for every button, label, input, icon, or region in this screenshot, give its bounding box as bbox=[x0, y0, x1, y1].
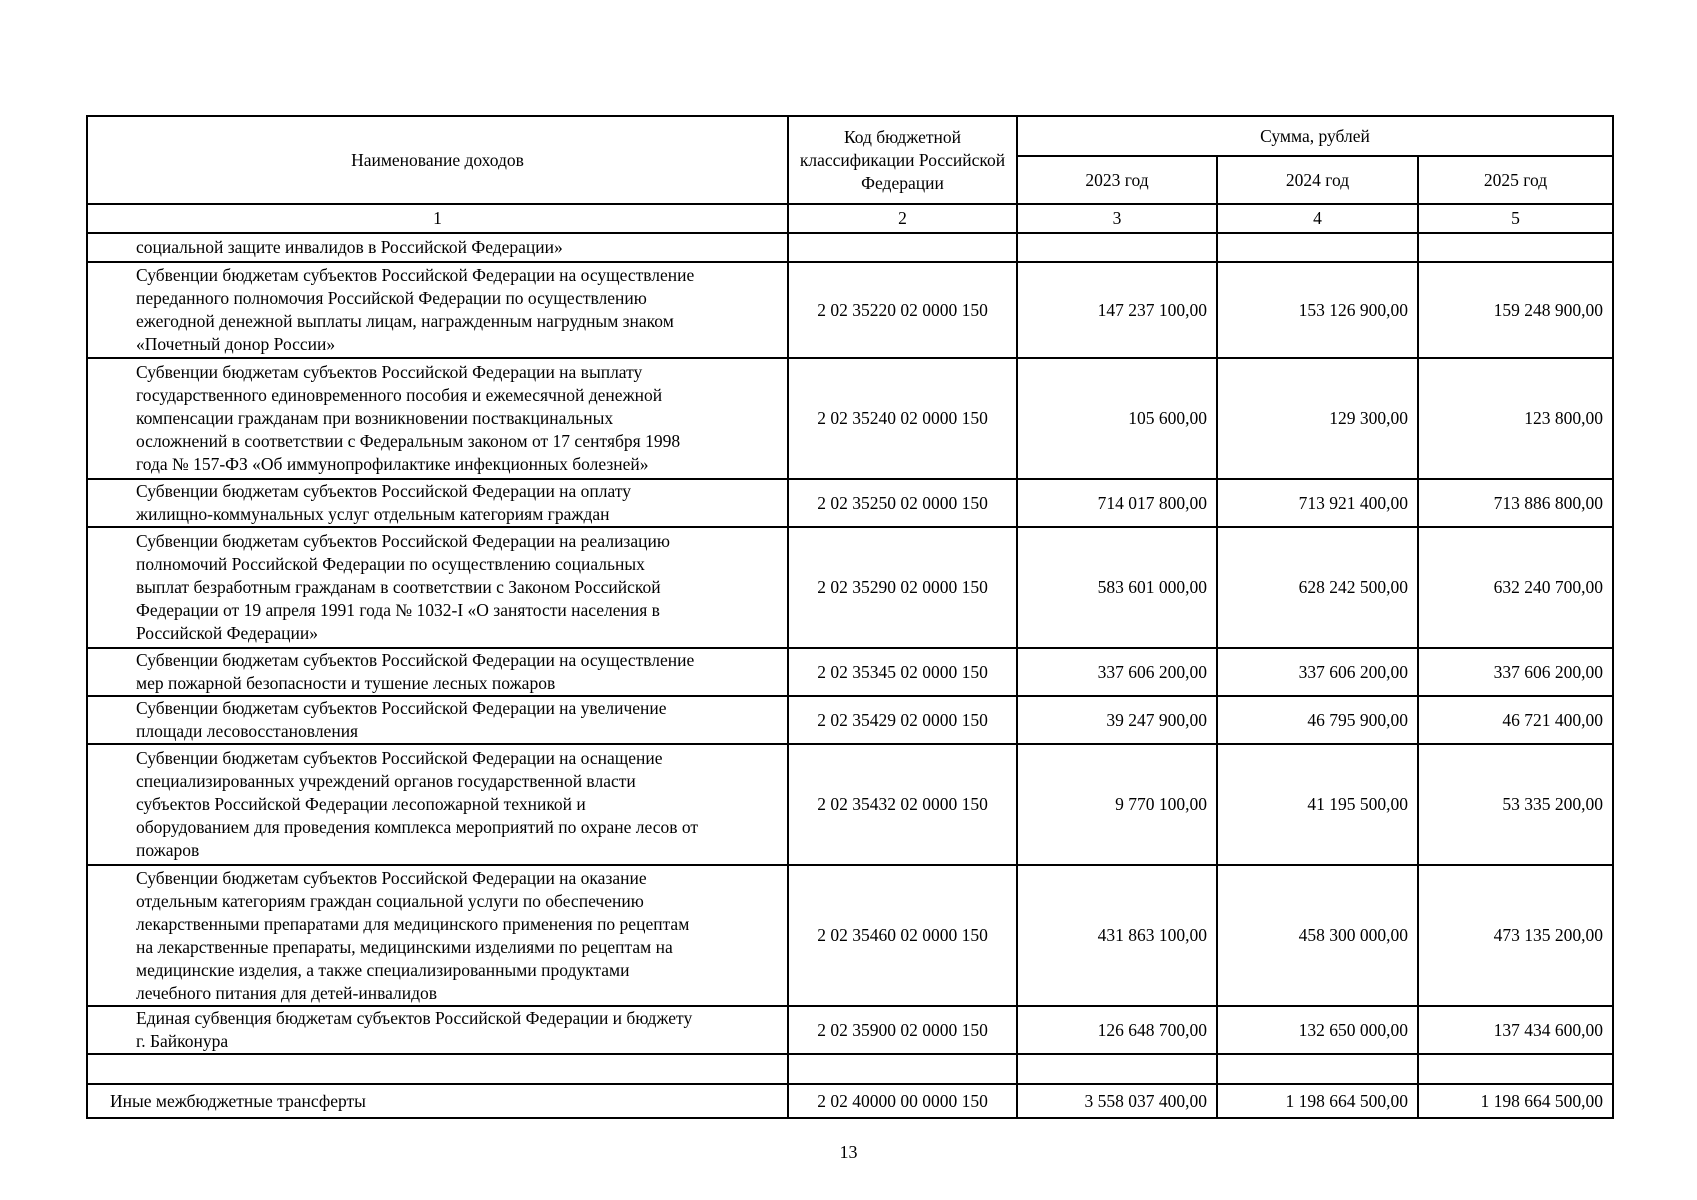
amount-2025-cell bbox=[1418, 233, 1613, 262]
budget-code-cell: 2 02 35240 02 0000 150 bbox=[788, 358, 1017, 479]
amount-2025-cell: 53 335 200,00 bbox=[1418, 744, 1613, 865]
table-row bbox=[87, 527, 1613, 648]
table-row bbox=[87, 1006, 1613, 1054]
revenue-name-line: выплат безработным гражданам в соответствии с Законом Российской bbox=[136, 577, 661, 597]
table-row bbox=[87, 233, 1613, 262]
budget-code-cell: 2 02 35250 02 0000 150 bbox=[788, 479, 1017, 527]
budget-code-cell: 2 02 35900 02 0000 150 bbox=[788, 1006, 1017, 1054]
column-number-3: 3 bbox=[1017, 204, 1217, 233]
revenue-name-line: осложнений в соответствии с Федеральным законом от 17 сентября 1998 bbox=[136, 431, 681, 451]
amount-2025-cell: 713 886 800,00 bbox=[1418, 479, 1613, 527]
revenue-name-line: государственного единовременного пособия и ежемесячной денежной bbox=[136, 385, 663, 405]
amount-2024-cell bbox=[1217, 1054, 1418, 1084]
budget-code-cell: 2 02 35432 02 0000 150 bbox=[788, 744, 1017, 865]
revenue-name-line: Субвенции бюджетам субъектов Российской Федерации на реализацию bbox=[136, 531, 670, 551]
amount-2023-cell: 337 606 200,00 bbox=[1017, 648, 1217, 696]
amount-2023-cell bbox=[1017, 1054, 1217, 1084]
revenue-name-line: оборудованием для проведения комплекса мероприятий по охране лесов от bbox=[136, 817, 699, 837]
amount-2024-cell: 153 126 900,00 bbox=[1217, 262, 1418, 358]
revenue-name-line: полномочий Российской Федерации по осуществлению социальных bbox=[136, 554, 645, 574]
revenue-name-line: жилищно-коммунальных услуг отдельным категориям граждан bbox=[136, 504, 610, 524]
revenue-name-line: Субвенции бюджетам субъектов Российской Федерации на выплату bbox=[136, 362, 643, 382]
budget-code-cell: 2 02 35290 02 0000 150 bbox=[788, 527, 1017, 648]
amount-2023-cell: 3 558 037 400,00 bbox=[1017, 1084, 1217, 1118]
amount-2023-cell: 126 648 700,00 bbox=[1017, 1006, 1217, 1054]
table-row bbox=[87, 479, 1613, 527]
revenue-table bbox=[86, 115, 1614, 1119]
amount-2024-cell: 1 198 664 500,00 bbox=[1217, 1084, 1418, 1118]
budget-code-cell: 2 02 35345 02 0000 150 bbox=[788, 648, 1017, 696]
revenue-name-cell bbox=[87, 1084, 788, 1118]
page-number: 13 bbox=[839, 1142, 858, 1162]
revenue-name-line: Субвенции бюджетам субъектов Российской Федерации на оказание bbox=[136, 867, 647, 888]
table-row bbox=[87, 648, 1613, 696]
budget-code-cell bbox=[788, 1054, 1017, 1084]
revenue-name-line: года № 157-ФЗ «Об иммунопрофилактике инфекционных болезней» bbox=[136, 454, 649, 474]
table-body bbox=[87, 233, 1613, 1118]
revenue-name-line: Единая субвенция бюджетам субъектов Российской Федерации и бюджету bbox=[136, 1008, 693, 1028]
amount-2024-cell: 713 921 400,00 bbox=[1217, 479, 1418, 527]
revenue-name-line: Иные межбюджетные трансферты bbox=[110, 1090, 366, 1111]
revenue-name-line: социальной защите инвалидов в Российской Федерации» bbox=[136, 237, 563, 257]
revenue-name-line: Российской Федерации» bbox=[136, 623, 319, 643]
column-number-1: 1 bbox=[87, 204, 788, 233]
amount-2023-cell: 714 017 800,00 bbox=[1017, 479, 1217, 527]
header-name: Наименование доходов bbox=[87, 116, 788, 204]
revenue-name-line: медицинские изделия, а также специализированными продуктами bbox=[136, 959, 630, 980]
revenue-name-line: пожаров bbox=[136, 840, 200, 860]
amount-2024-cell: 46 795 900,00 bbox=[1217, 696, 1418, 744]
revenue-name-cell bbox=[87, 865, 788, 1006]
revenue-name-line: мер пожарной безопасности и тушение лесных пожаров bbox=[136, 673, 556, 693]
revenue-name-line: компенсации гражданам при возникновении поствакцинальных bbox=[136, 408, 614, 428]
amount-2024-cell: 132 650 000,00 bbox=[1217, 1006, 1418, 1054]
table-row bbox=[87, 744, 1613, 865]
revenue-name-cell bbox=[87, 262, 788, 358]
revenue-name-line: Субвенции бюджетам субъектов Российской Федерации на оплату bbox=[136, 481, 632, 501]
table-row bbox=[87, 262, 1613, 358]
table-row bbox=[87, 696, 1613, 744]
amount-2025-cell: 46 721 400,00 bbox=[1418, 696, 1613, 744]
amount-2025-cell: 473 135 200,00 bbox=[1418, 865, 1613, 1006]
amount-2025-cell: 337 606 200,00 bbox=[1418, 648, 1613, 696]
amount-2024-cell: 41 195 500,00 bbox=[1217, 744, 1418, 865]
amount-2025-cell: 159 248 900,00 bbox=[1418, 262, 1613, 358]
amount-2023-cell: 39 247 900,00 bbox=[1017, 696, 1217, 744]
revenue-name-cell bbox=[87, 1054, 788, 1084]
amount-2025-cell: 137 434 600,00 bbox=[1418, 1006, 1613, 1054]
header-year-2024: 2024 год bbox=[1217, 156, 1418, 204]
revenue-name-line: отдельным категориям граждан социальной услуги по обеспечению bbox=[136, 890, 644, 911]
amount-2024-cell: 458 300 000,00 bbox=[1217, 865, 1418, 1006]
table-row bbox=[87, 865, 1613, 1006]
amount-2025-cell bbox=[1418, 1054, 1613, 1084]
revenue-name-cell bbox=[87, 744, 788, 865]
header-year-2025: 2025 год bbox=[1418, 156, 1613, 204]
revenue-name-line: лекарственными препаратами для медицинского применения по рецептам bbox=[136, 913, 690, 934]
revenue-name-line: лечебного питания для детей-инвалидов bbox=[136, 982, 438, 1003]
revenue-name-line: на лекарственные препараты, медицинскими изделиями по рецептам на bbox=[136, 936, 673, 957]
amount-2023-cell bbox=[1017, 233, 1217, 262]
budget-code-cell bbox=[788, 233, 1017, 262]
revenue-name-line: Субвенции бюджетам субъектов Российской Федерации на осуществление bbox=[136, 265, 695, 285]
revenue-name-cell bbox=[87, 527, 788, 648]
revenue-name-cell bbox=[87, 479, 788, 527]
amount-2024-cell: 628 242 500,00 bbox=[1217, 527, 1418, 648]
budget-code-cell: 2 02 35460 02 0000 150 bbox=[788, 865, 1017, 1006]
table-row bbox=[87, 1054, 1613, 1084]
revenue-name-line: специализированных учреждений органов государственной власти bbox=[136, 771, 636, 791]
revenue-name-cell bbox=[87, 1006, 788, 1054]
amount-2024-cell: 337 606 200,00 bbox=[1217, 648, 1418, 696]
amount-2025-cell: 123 800,00 bbox=[1418, 358, 1613, 479]
header-code: Код бюджетной классификации Российской Федерации bbox=[788, 116, 1017, 204]
table-row bbox=[87, 1084, 1613, 1118]
budget-code-cell: 2 02 35429 02 0000 150 bbox=[788, 696, 1017, 744]
header-year-2023: 2023 год bbox=[1017, 156, 1217, 204]
revenue-name-line: Федерации от 19 апреля 1991 года № 1032-I «О занятости населения в bbox=[136, 600, 660, 620]
revenue-name-line: «Почетный донор России» bbox=[136, 334, 336, 354]
budget-code-cell: 2 02 40000 00 0000 150 bbox=[788, 1084, 1017, 1118]
amount-2023-cell: 147 237 100,00 bbox=[1017, 262, 1217, 358]
budget-code-cell: 2 02 35220 02 0000 150 bbox=[788, 262, 1017, 358]
table-row bbox=[87, 358, 1613, 479]
revenue-table-sheet bbox=[86, 115, 1612, 1119]
revenue-name-line: г. Байконура bbox=[136, 1031, 229, 1051]
revenue-name-line: Субвенции бюджетам субъектов Российской Федерации на осуществление bbox=[136, 650, 695, 670]
revenue-name-line: Субвенции бюджетам субъектов Российской Федерации на оснащение bbox=[136, 748, 663, 768]
column-number-5: 5 bbox=[1418, 204, 1613, 233]
column-number-2: 2 bbox=[788, 204, 1017, 233]
revenue-name-cell bbox=[87, 233, 788, 262]
amount-2023-cell: 105 600,00 bbox=[1017, 358, 1217, 479]
amount-2023-cell: 9 770 100,00 bbox=[1017, 744, 1217, 865]
header-sum: Сумма, рублей bbox=[1017, 116, 1613, 156]
revenue-name-line: субъектов Российской Федерации лесопожарной техникой и bbox=[136, 794, 586, 814]
amount-2025-cell: 1 198 664 500,00 bbox=[1418, 1084, 1613, 1118]
revenue-name-line: переданного полномочия Российской Федерации по осуществлению bbox=[136, 288, 647, 308]
amount-2023-cell: 431 863 100,00 bbox=[1017, 865, 1217, 1006]
revenue-name-line: Субвенции бюджетам субъектов Российской Федерации на увеличение bbox=[136, 698, 667, 718]
amount-2025-cell: 632 240 700,00 bbox=[1418, 527, 1613, 648]
amount-2024-cell bbox=[1217, 233, 1418, 262]
amount-2024-cell: 129 300,00 bbox=[1217, 358, 1418, 479]
revenue-name-cell bbox=[87, 648, 788, 696]
revenue-name-line: ежегодной денежной выплаты лицам, награжденным нагрудным знаком bbox=[136, 311, 674, 331]
column-number-4: 4 bbox=[1217, 204, 1418, 233]
revenue-name-cell bbox=[87, 358, 788, 479]
amount-2023-cell: 583 601 000,00 bbox=[1017, 527, 1217, 648]
revenue-name-line: площади лесовосстановления bbox=[136, 721, 359, 741]
revenue-name-cell bbox=[87, 696, 788, 744]
